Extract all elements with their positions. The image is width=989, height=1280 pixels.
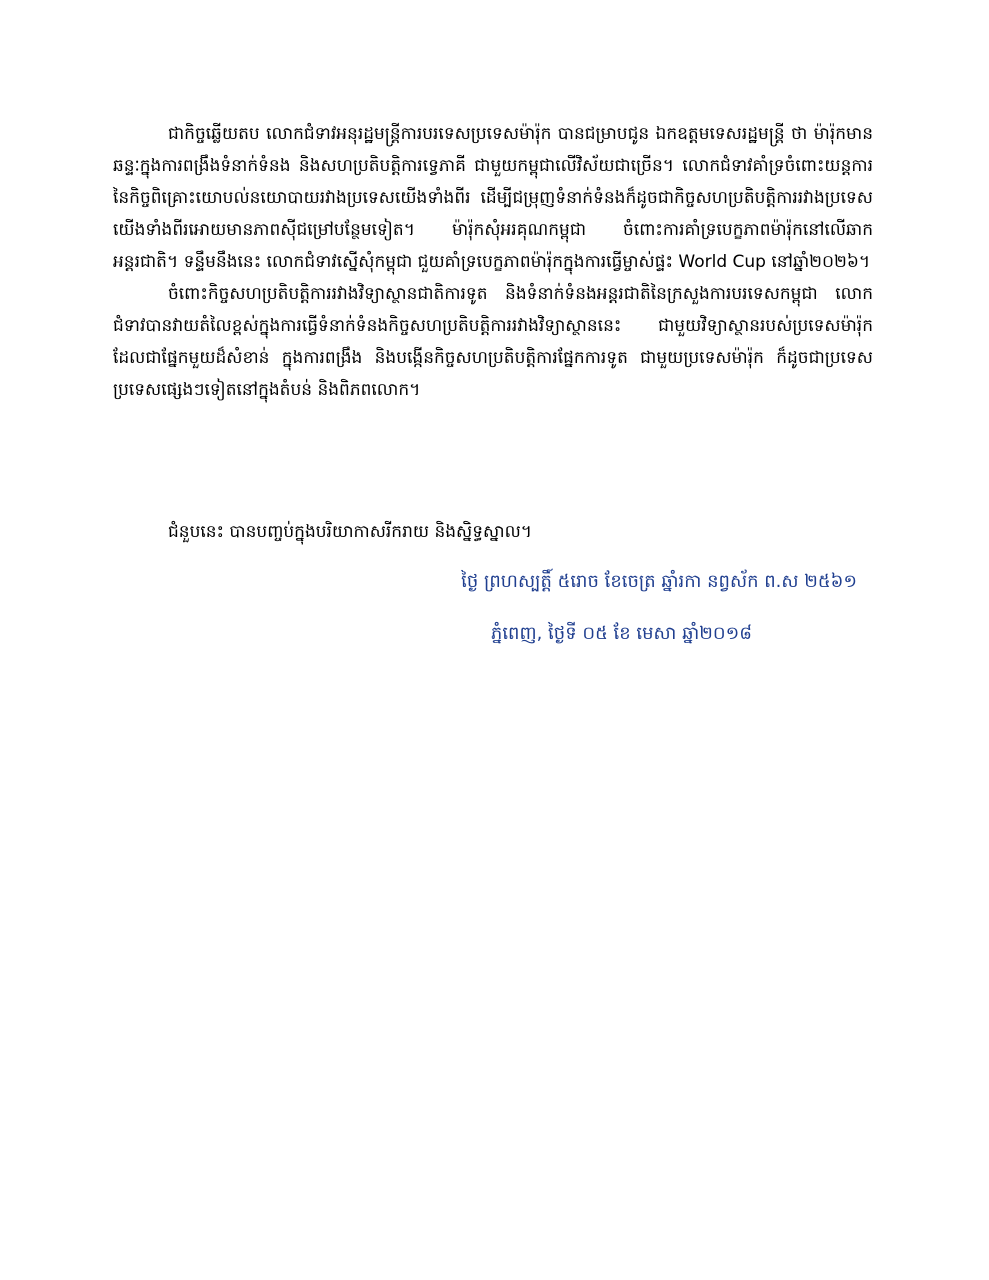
closing-sentence: ជំនួបនេះ បានបញ្ចប់ក្នុងបរិយាកាសរីករាយ និងស្និទ្ធស្នាល។ bbox=[168, 522, 533, 542]
paragraph-diplomatic-institute: ចំពោះកិច្ចសហប្រតិបត្តិការរវាងវិទ្យាស្ថានជាតិការទូត និងទំនាក់ទំនងអន្តរជាតិនៃក្រសួងការបរទេសកម្ពុជា លោកជំទាវបានវាយតំលៃខ្ពស់ក្នុងការធ្វើទំនាក់ទំនងកិច្ចសហប្រតិបត្តិការរវាងវិទ្យាស្ថាននេះ ជាមួយវិទ្យាស្ថានរបស់ប្រទេសម៉ារ៉ុក ដែលជាផ្នែកមួយដ៏សំខាន់ ក្នុងការពង្រឹង និងបង្កើនកិច្ចសហប្រតិបត្តិការផ្នែកការទូត ជាមួយប្រទេសម៉ារ៉ុក ក៏ដូចជាប្រទេសប្រទេសផ្សេងៗទៀតនៅក្នុងតំបន់ និងពិភពលោក។ bbox=[113, 284, 873, 400]
paragraph-morocco-response: ជាកិច្ចឆ្លើយតប លោកជំទាវអនុរដ្ឋមន្ត្រីការបរទេសប្រទេសម៉ារ៉ុក បានជម្រាបជូន ឯកឧត្តមទេសរដ្ឋមន្ត្រី ថា ម៉ារ៉ុកមានឆន្ទៈក្នុងការពង្រឹងទំនាក់ទំនង និងសហប្រតិបត្តិការទ្វេភាគី ជាមួយកម្ពុជាលើវិស័យជាច្រើន។ លោកជំទាវគាំទ្រចំពោះយន្តការនៃកិច្ចពិគ្រោះយោបល់នយោបាយរវាងប្រទេសយើងទាំងពីរ ដើម្បីជម្រុញទំនាក់ទំនងក៏ដូចជាកិច្ចសហប្រតិបត្តិការរវាងប្រទេសយើងទាំងពីរអោយមានភាពស៊ីជម្រៅបន្ថែមទៀត។ ម៉ារ៉ុកសុំអរគុណកម្ពុជា ចំពោះការគាំទ្របេក្ខភាពម៉ារ៉ុកនៅលើឆាកអន្តរជាតិ។ ទន្ទឹមនឹងនេះ លោកជំទាវស្នើសុំកម្ពុជា ជួយគាំទ្របេក្ខភាពម៉ារ៉ុកក្នុងការធ្វើម្ចាស់ផ្ទះ World Cup នៅឆ្នាំ២០២៦។ bbox=[113, 124, 873, 272]
place-date-line: ភ្នំពេញ, ថ្ងៃទី ០៥ ខែ មេសា ឆ្នាំ២០១៨ bbox=[490, 623, 752, 644]
lunar-date-line: ថ្ងៃ ព្រហស្បត្តិ៍ ៥រោច ខែចេត្រ ឆ្នាំរកា នព្វស័ក ព.ស ២៥៦១ bbox=[461, 571, 857, 592]
document-body bbox=[113, 118, 873, 406]
